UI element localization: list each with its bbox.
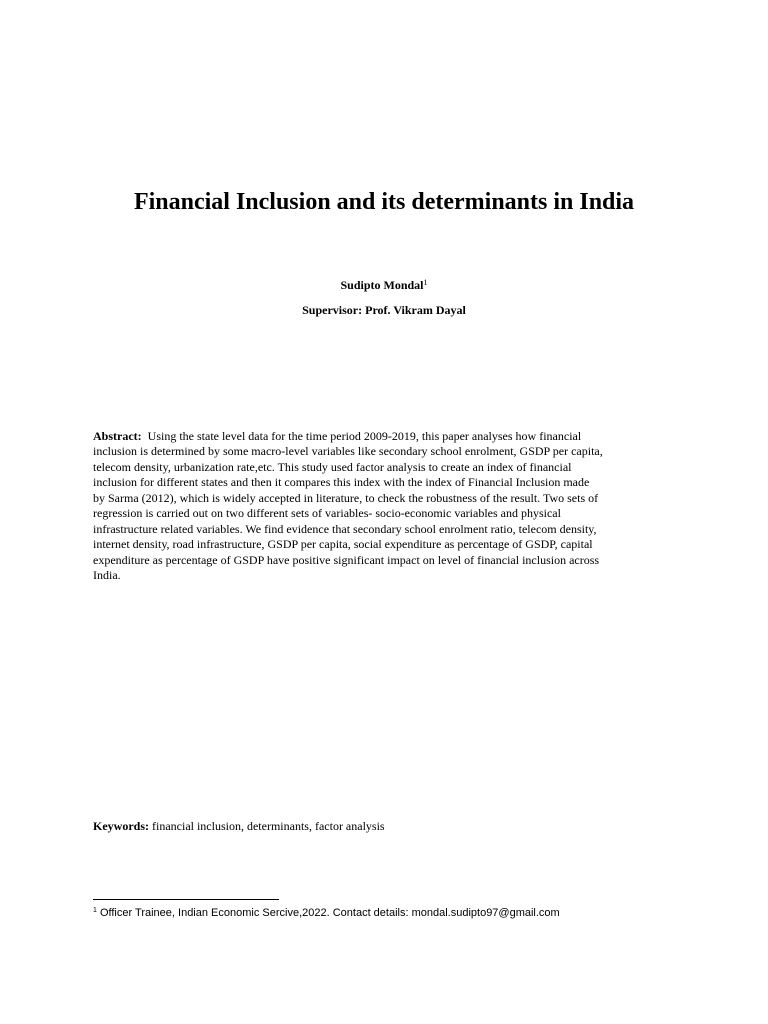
abstract-line: by Sarma (2012), which is widely accepted in literature, to check the robustness of the result. Two sets of [93, 490, 599, 505]
abstract-paragraph [93, 429, 693, 584]
footnote-text: Officer Trainee, Indian Economic Sercive,2022. Contact details: mondal.sudipto97@gmail.com [96, 907, 560, 919]
keywords-label: Keywords: [93, 819, 149, 833]
abstract-line: expenditure as percentage of GSDP have positive significant impact on level of financial inclusion across [93, 552, 600, 567]
abstract-line: India. [93, 568, 121, 583]
abstract-line: inclusion for different states and then it compares this index with the index of Financial Inclusion made [93, 475, 590, 490]
author-name-text: Sudipto Mondal [340, 278, 424, 292]
abstract-line: inclusion is determined by some macro-level variables like secondary school enrolment, GSDP per capita, [93, 444, 603, 459]
keywords-text: financial inclusion, determinants, factor analysis [149, 819, 385, 833]
abstract-line: internet density, road infrastructure, GSDP per capita, social expenditure as percentage of GSDP, capital [93, 537, 593, 552]
author-name [0, 277, 768, 293]
footnote-divider [93, 899, 279, 900]
abstract-line-text: Using the state level data for the time period 2009-2019, this paper analyses how financial [141, 429, 582, 443]
supervisor-line: Supervisor: Prof. Vikram Dayal [302, 303, 466, 317]
abstract-line [93, 429, 693, 444]
keywords-line [93, 818, 385, 834]
footnote [93, 906, 560, 920]
footnote-reference-mark: 1 [423, 278, 428, 287]
abstract-line: infrastructure related variables. We find evidence that secondary school enrolment ratio, telecom density, [93, 521, 597, 536]
paper-title: Financial Inclusion and its determinants in India [133, 189, 635, 215]
abstract-line: regression is carried out on two different sets of variables- socio-economic variables and physical [93, 506, 561, 521]
abstract-line: telecom density, urbanization rate,etc. This study used factor analysis to create an index of financial [93, 459, 572, 474]
abstract-label: Abstract: [93, 429, 142, 443]
footnote-mark: 1 [93, 907, 97, 914]
